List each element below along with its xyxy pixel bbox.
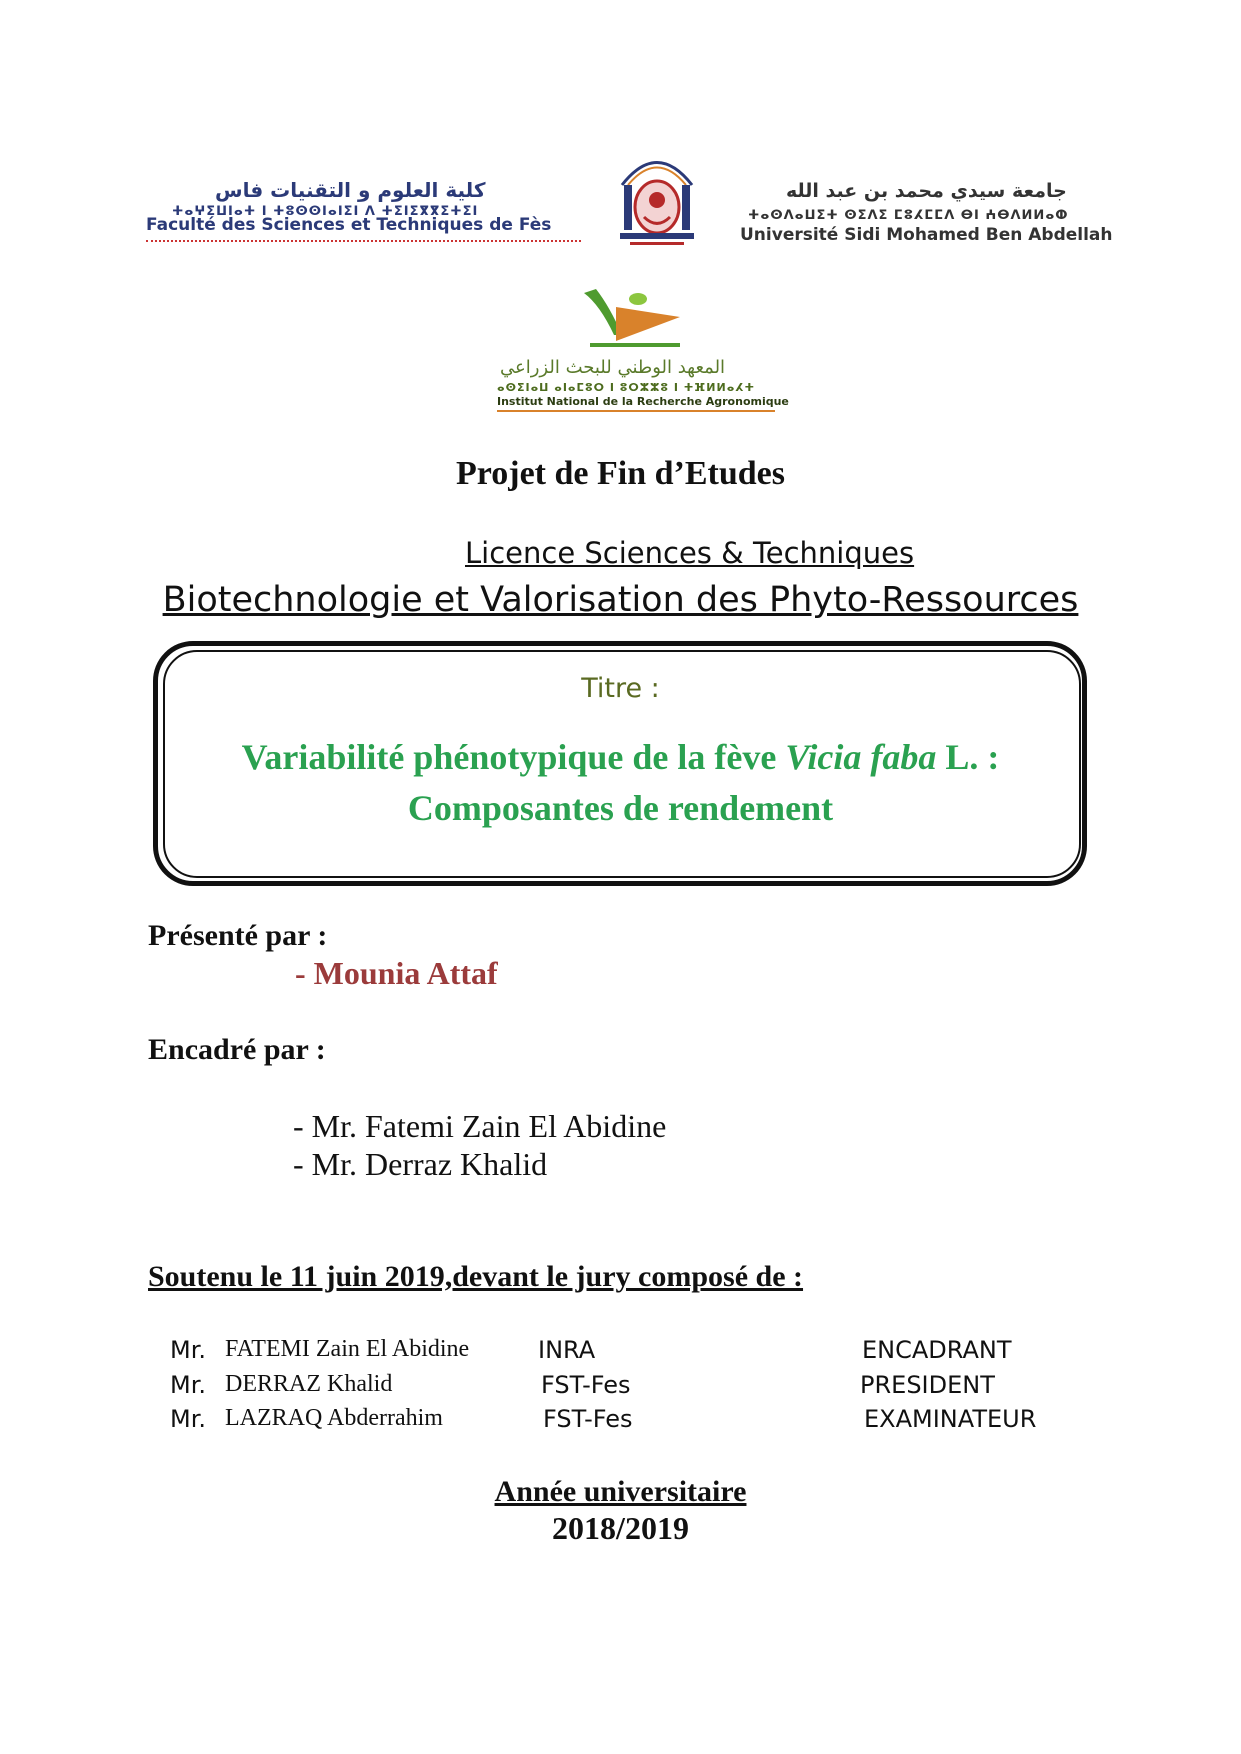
jury-member-institution: INRA: [538, 1336, 596, 1364]
title-label: Titre :: [581, 673, 660, 704]
jury-member-row: [0, 1405, 1241, 1439]
jury-member-name: DERRAZ Khalid: [225, 1371, 393, 1397]
usmba-logo-tifinagh: ⵜⴰⵙⴷⴰⵡⵉⵜ ⵙⵉⴷⵉ ⵎⵓⵃⵎⵎⴷ ⴱⵏ ⵄⴱⴷⵍⵍⴰⵀ: [748, 208, 1069, 223]
fst-logo-divider: [146, 240, 581, 245]
supervisor-2: - Mr. Derraz Khalid: [293, 1146, 548, 1182]
inra-logo-arabic: المعهد الوطني للبحث الزراعي: [500, 357, 726, 378]
document-type-heading: Projet de Fin d’Etudes: [456, 455, 785, 492]
degree-heading: Licence Sciences & Techniques: [465, 536, 915, 570]
jury-member-row: [0, 1336, 1241, 1370]
jury-member-role: PRESIDENT: [860, 1371, 995, 1399]
jury-member-title: Mr.: [170, 1371, 206, 1399]
jury-member-title: Mr.: [170, 1336, 206, 1364]
academic-year-value: 2018/2019: [552, 1510, 689, 1546]
inra-logo-icon: [580, 285, 690, 355]
inra-logo-divider: [497, 410, 775, 412]
supervised-by-label: Encadré par :: [148, 1033, 326, 1066]
presented-by-label: Présenté par :: [148, 919, 328, 952]
inra-logo-french: Institut National de la Recherche Agronomique: [497, 395, 789, 408]
inra-logo-tifinagh: ⴰⵙⵉⵏⴰⵡ ⴰⵏⴰⵎⵓⵔ ⵏ ⵓⵔⵣⵣⵓ ⵏ ⵜⴼⵍⵍⴰⵃⵜ: [497, 381, 756, 394]
jury-member-name: LAZRAQ Abderrahim: [225, 1405, 443, 1431]
fst-logo-tifinagh: ⵜⴰⵖⵉⵡⵏⴰⵜ ⵏ ⵜⵓⵙⵙⵏⴰⵏⵉⵏ ⴷ ⵜⵉⵏⵉⴳⴳⵉⵜⵉⵏ: [172, 204, 479, 219]
student-name: - Mounia Attaf: [295, 955, 498, 991]
jury-heading: Soutenu le 11 juin 2019,devant le jury composé de :: [148, 1260, 804, 1293]
jury-member-title: Mr.: [170, 1405, 206, 1433]
jury-member-name: FATEMI Zain El Abidine: [225, 1336, 470, 1362]
jury-member-role: ENCADRANT: [862, 1336, 1012, 1364]
thesis-title-species: Vicia faba: [785, 737, 937, 777]
fst-logo-french: Faculté des Sciences et Techniques de Fès: [146, 215, 552, 235]
jury-member-role: EXAMINATEUR: [864, 1405, 1037, 1433]
jury-member-institution: FST-Fes: [543, 1405, 633, 1433]
thesis-title-line-1: [0, 736, 1241, 778]
fst-logo-arabic: كلية العلوم و التقنيات فاس: [215, 178, 486, 202]
jury-member-institution: FST-Fes: [541, 1371, 631, 1399]
usmba-logo-french: Université Sidi Mohamed Ben Abdellah: [740, 225, 1113, 245]
thesis-title-suffix: L. :: [936, 737, 1000, 777]
usmba-emblem-icon: [612, 145, 702, 250]
jury-member-row: [0, 1371, 1241, 1405]
thesis-title-prefix: Variabilité phénotypique de la fève: [241, 737, 786, 777]
academic-year-label: Année universitaire: [494, 1475, 747, 1508]
program-heading: Biotechnologie et Valorisation des Phyto-Ressources: [162, 580, 1079, 620]
supervisor-1: - Mr. Fatemi Zain El Abidine: [293, 1108, 667, 1144]
usmba-logo-arabic: جامعة سيدي محمد بن عبد الله: [786, 180, 1067, 202]
thesis-title-line-2: Composantes de rendement: [407, 788, 834, 828]
